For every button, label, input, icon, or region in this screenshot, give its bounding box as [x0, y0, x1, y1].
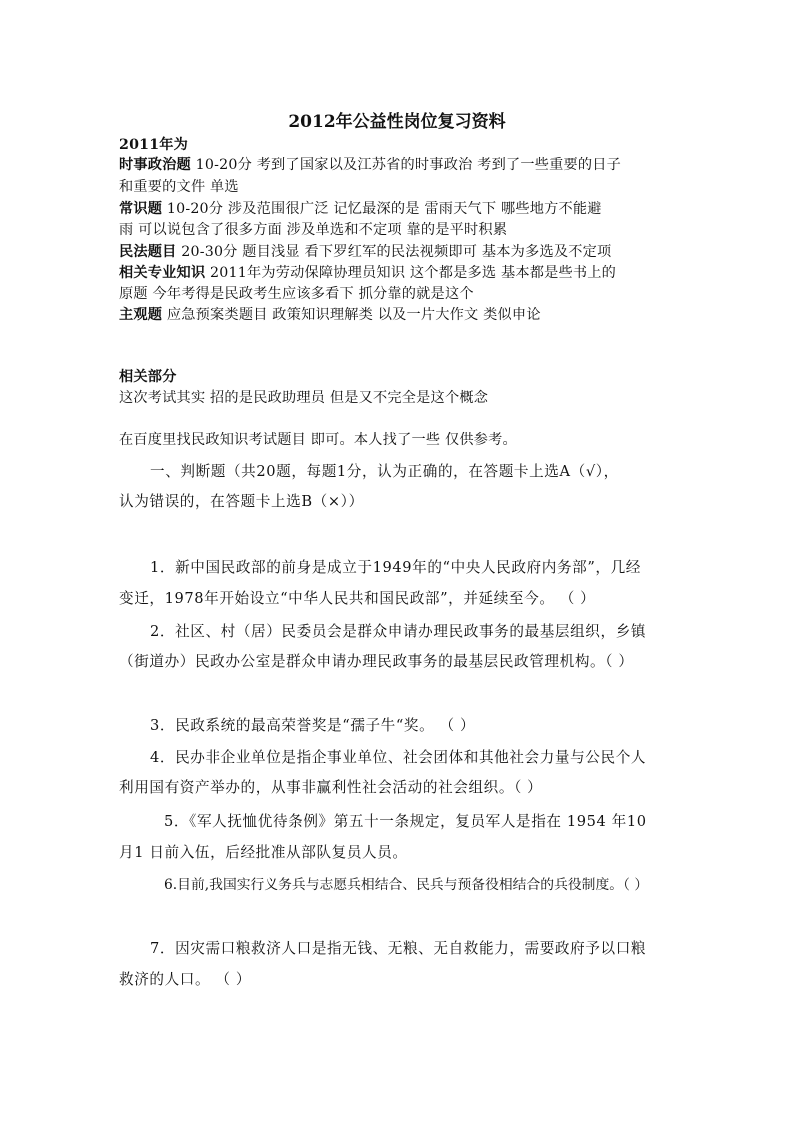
document-title: 2012年公益性岗位复习资料 — [288, 112, 506, 132]
section-text: 应急预案类题目 政策知识理解类 以及一片大作文 类似申论 — [162, 307, 541, 323]
section-text: 20-30分 题目浅显 看下罗红军的民法视频即可 基本为多选及不定项 — [176, 244, 612, 260]
section-text: 10-20分 涉及范围很广泛 记忆最深的是 雷雨天气下 哪些地方不能避 — [162, 201, 602, 217]
question-2-line-1: 2．社区、村（居）民委员会是群众申请办理民政事务的最基层组织，乡镇 — [150, 623, 647, 640]
section-text: 雨 可以说包含了很多方面 涉及单选和不定项 靠的是平时积累 — [119, 222, 508, 238]
section-line — [119, 220, 507, 240]
section-text: 2011年为劳动保障协理员知识 这个都是多选 基本都是些书上的 — [205, 265, 617, 281]
section-line — [119, 305, 541, 325]
related-line: 在百度里找民政知识考试题目 即可。本人找了一些 仅供参考。 — [119, 432, 517, 448]
question-7-line-2: 救济的人口。 （ ） — [119, 971, 252, 988]
question-7-line-1: 7．因灾需口粮救济人口是指无钱、无粮、无自救能力，需要政府予以口粮 — [150, 940, 647, 957]
question-3-line-1: 3．民政系统的最高荣誉奖是“孺子牛“奖。 （ ） — [150, 717, 476, 734]
section-label: 相关专业知识 — [119, 265, 206, 281]
section-line — [119, 242, 611, 262]
section-line — [119, 155, 621, 175]
section-line — [119, 284, 474, 304]
question-5-line-2: 月1 日前入伍，后经批准从部队复员人员。 — [119, 844, 408, 861]
question-4-line-2: 利用国有资产举办的，从事非赢利性社会活动的社会组织。（ ） — [119, 779, 543, 796]
section-line — [119, 199, 602, 219]
question-6-line-1: 6.目前,我国实行义务兵与志愿兵相结合、民兵与预备役相结合的兵役制度。（ ） — [164, 877, 649, 893]
section-label: 民法题目 — [119, 244, 177, 260]
question-1-line-2: 变迁，1978年开始设立“中华人民共和国民政部”，并延续至今。 （ ） — [119, 590, 596, 607]
year-heading: 2011年为 — [119, 137, 189, 153]
instructions-line: 认为错误的，在答题卡上选B（×）） — [119, 493, 364, 510]
instructions-line: 一、判断题（共20题，每题1分，认为正确的，在答题卡上选A（√）， — [150, 463, 619, 480]
related-heading: 相关部分 — [119, 369, 177, 385]
question-2-line-2: （街道办）民政办公室是群众申请办理民政事务的最基层民政管理机构。（ ） — [119, 653, 634, 670]
question-5-line-1: 5．《军人抚恤优待条例》第五十一条规定，复员军人是指在 1954 年10 — [164, 813, 647, 830]
question-4-line-1: 4．民办非企业单位是指企事业单位、社会团体和其他社会力量与公民个人 — [150, 749, 647, 766]
section-label: 时事政治题 — [119, 157, 191, 173]
section-text: 原题 今年考得是民政考生应该多看下 抓分靠的就是这个 — [119, 286, 474, 302]
section-label: 主观题 — [119, 307, 163, 323]
question-1-line-1: 1．新中国民政部的前身是成立于1949年的“中央人民政府内务部”，几经 — [150, 559, 641, 576]
section-line — [119, 263, 616, 283]
section-line — [119, 177, 239, 197]
section-text: 和重要的文件 单选 — [119, 179, 239, 195]
related-line: 这次考试其实 招的是民政助理员 但是又不完全是这个概念 — [119, 390, 489, 406]
section-label: 常识题 — [119, 201, 163, 217]
section-text: 10-20分 考到了国家以及江苏省的时事政治 考到了一些重要的日子 — [190, 157, 622, 173]
